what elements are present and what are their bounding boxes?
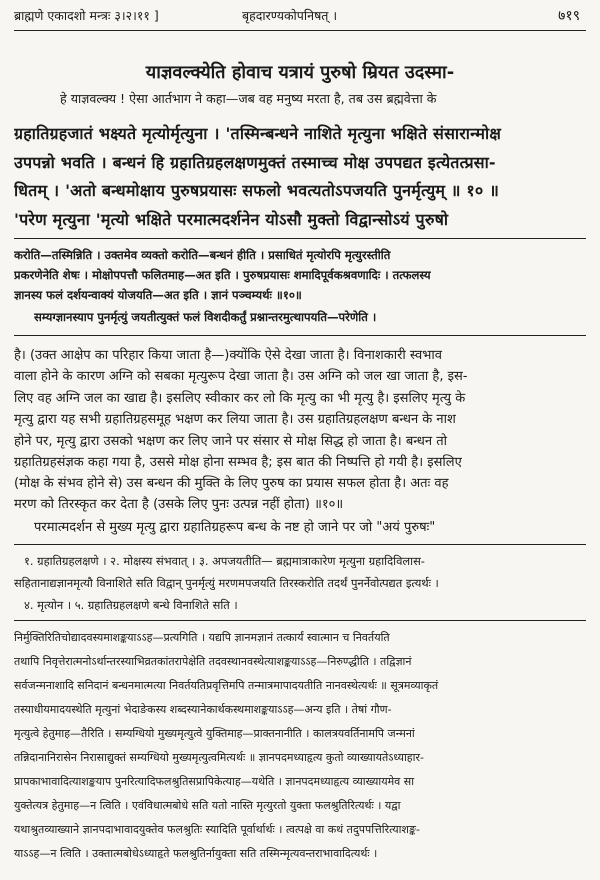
hindi-line: है। (उक्त आक्षेप का परिहार किया जाता है—)क्योंकि ऐसे देखा जाता है। विनाशकारी स्वभाव — [14, 348, 442, 363]
commentary-line: प्रकरणेनेति शेषः । मोक्षोपपत्तौ फलितमाह—अत इति । पुरुषप्रयासः शमादिपूर्वकश्रवणादिः । तत्फलस्य — [14, 268, 431, 282]
bottom-line: निर्मुक्तिरितिचोद्यादवस्यमाशङ्कयाऽऽह—प्रत्यगिति । यद्यपि ज्ञानमज्ञानं तत्कार्यं स्वात्मान च निवर्तयति — [14, 631, 390, 644]
hindi-line: ग्रहातिग्रहसंज्ञक कहा गया है, उससे मोक्ष होना सम्भव है; इस बात की निष्पत्ति हो गयी है। इसलिए — [14, 455, 462, 470]
hindi-rule — [14, 544, 586, 545]
footnote-line: १. ग्रहातिग्रहलक्षणे । २. मोक्षस्य संभवात् । ३. अपजयतीति— ब्रह्ममात्राकारेण मृत्युना ग्रहादिविलास- — [24, 554, 425, 568]
bottom-line: तथापि निवृत्तेरात्मनोऽर्थान्तरस्याभिव्रतकांतरापेक्षेति तदवस्थानवस्थेत्याशङ्कयाऽऽह—निरुण्द्धीति । तद्विज्ञानं — [14, 655, 412, 668]
commentary-line: सम्यग्ज्ञानस्याप पुनर्मृत्युं जयतीत्युक्तं फलं विशदीकर्तुं प्रश्नान्तरमुत्थापयति—परेणेति । — [34, 310, 377, 324]
hindi-line: होने पर, मृत्यु द्वारा उसको भक्षण कर लिए जाने पर संसार से मोक्ष सिद्ध हो जाता है। बन्धन तो — [14, 434, 447, 449]
hindi-line: लिए वह अग्नि जल का खाद्य है। इसलिए स्वीकार कर लो कि मृत्यु का भी मृत्यु है। इसलिए मृत्यु के — [14, 391, 466, 406]
bottom-line: याऽऽह—न त्विति । उक्तात्मबोधेऽध्याहृते फलश्रुतिर्नायुक्ता सति तस्मिन्मृत्यवन्तराभावादित्यर्थः । — [14, 847, 378, 860]
bhashya-line: ग्रहातिग्रहजातं भक्ष्यते मृत्योर्मृत्युना । 'तस्मिन्बन्धने नाशिते मृत्युना भक्षिते संसारान्मोक्ष — [14, 124, 501, 143]
footnote-line: ४. मृत्योन । ५. ग्रहातिग्रहलक्षणे बन्धे विनाशिते सति । — [24, 598, 238, 612]
bottom-line: यथाश्रुतव्याख्याने ज्ञानपदाभावादयुक्तेव फलश्रुतिः स्यादिति पूर्वार्थार्थः । त्वत्पक्षे वा कथं तदुपपत्तिरित्याशङ्क- — [14, 823, 420, 836]
bottom-line: तस्याधीयमादयस्थेति मृत्युनां भेदाङेकस्य शब्दस्यानेकार्थकस्थमाशङ्कयाऽऽह—अन्य इति । तेषां गौण- — [14, 703, 392, 716]
verse-title: याज्ञवल्क्येति होवाच यत्रायं पुरुषो म्रियत उदस्मा- — [145, 62, 455, 83]
hindi-line: मृत्यु द्वारा यह सभी ग्रहातिग्रहसमूह भक्षण कर लिया जाता है। उस ग्रहातिग्रहलक्षण बन्धन के नाश — [14, 412, 456, 427]
hindi-line: वाला होने के कारण अग्नि को सबका मृत्युरूप देखा जाता है। उस अग्नि को जल खा जाता है, इस- — [14, 369, 468, 384]
header-rule — [14, 30, 586, 31]
hindi-line: मरण को तिरस्कृत कर देता है (उसके लिए पुनः उत्पन्न नहीं होता) ॥१०॥ — [14, 497, 344, 512]
commentary-line: करोति—तस्मिन्निति । उक्तमेव व्यक्तो करोति—बन्धनं हीति । प्रसाधितं मृत्योरपि मृत्युरस्तीति — [14, 248, 391, 262]
commentary-line: ज्ञानस्य फलं दर्शयन्वाक्यं योजयति—अत इति । ज्ञानं पञ्चम्यर्थः ॥१०॥ — [14, 288, 302, 302]
commentary-rule — [14, 335, 586, 336]
bhashya-line: उपपन्नो भवति । बन्धनं हि ग्रहातिग्रहलक्षणमुक्तं तस्माच्च मोक्ष उपपद्यत इत्येतत्प्रसा- — [14, 153, 496, 172]
bottom-line: युक्तेत्यत्र हेतुमाह—न त्विति । एवंविधात्मबोधे सति यतो नास्ति मृत्युरतो युक्ता फलश्रुतिरित्यर्थः । यद्वा — [14, 799, 401, 812]
bhashya-rule — [14, 238, 586, 239]
page-header — [14, 4, 586, 26]
bottom-line: प्रापकाभावादित्याशङ्कयाप पुनरित्यादिफलश्रुतिसप्रापिकेत्याह—यथेति । ज्ञानपदमध्याहृत्य व्याख्यायमेव सा — [14, 775, 415, 788]
header-book-title: बृहदारण्यकोपनिषत् । — [242, 8, 338, 23]
page-number: ७१९ — [558, 8, 580, 24]
hindi-line: (मोक्ष के संभव होने से) उस बन्धन की मुक्ति के लिए पुरुष का प्रयास सफल होता है। अतः वह — [14, 476, 449, 491]
bhashya-line: 'परेण मृत्युना 'मृत्यो भक्षिते परमात्मदर्शनेन योऽसौ मुक्तो विद्वान्सोऽयं पुरुषो — [14, 210, 449, 229]
footnote-line: सहितानाद्यज्ञानमृत्यौ विनाशिते सति विद्वान् पुनर्मृत्युं मरणमपजयति तिरस्करोति तदर्थं पुनर्नेवोत्पद्यत इत्यर्थः । — [14, 576, 439, 590]
verse-translation: हे याज्ञवल्क्य ! ऐसा आर्तभाग ने कहा—जब वह मनुष्य मरता है, तब उस ब्रह्मवेत्ता के — [60, 91, 437, 106]
footnote-rule — [14, 620, 586, 621]
hindi-line: परमात्मदर्शन से मुख्य मृत्यु द्वारा ग्रहातिग्रहरूप बन्ध के नष्ट हो जाने पर जो "अयं पुरुषः" — [34, 520, 436, 535]
header-section-ref: ब्राह्मणे एकादशो मन्त्रः ३।२।११ ] — [14, 8, 159, 23]
bhashya-line: धितम् । 'अतो बन्धमोक्षाय पुरुषप्रयासः सफलो भवत्यतोऽपजयति पुनर्मृत्युम् ॥ १० ॥ — [14, 181, 500, 200]
bottom-line: तन्निदानानिरासेन निरासाद्युक्तं सम्यग्धियो मुख्यमृत्युत्वमित्यर्थः ॥ ज्ञानपदमध्याहृत्य कुतो व्याख्यायतेऽध्याहार- — [14, 751, 424, 764]
bottom-line: सर्वजन्मनाशादि सनिदानं बन्धनमात्मत्या निवर्तयतिप्रवृत्तिमपि तन्मात्रमापादयतीति नानवस्थेत्यर्थः ॥ सूत्रमव्याकृतं — [14, 679, 439, 692]
bottom-line: मृत्युत्वे हेतुमाह—तैरिति । सम्यग्धियो मुख्यमृत्युत्वे युक्तिमाह—प्राक्तनानीति । कालत्रयवर्तिनामपि जन्मनां — [14, 727, 415, 740]
